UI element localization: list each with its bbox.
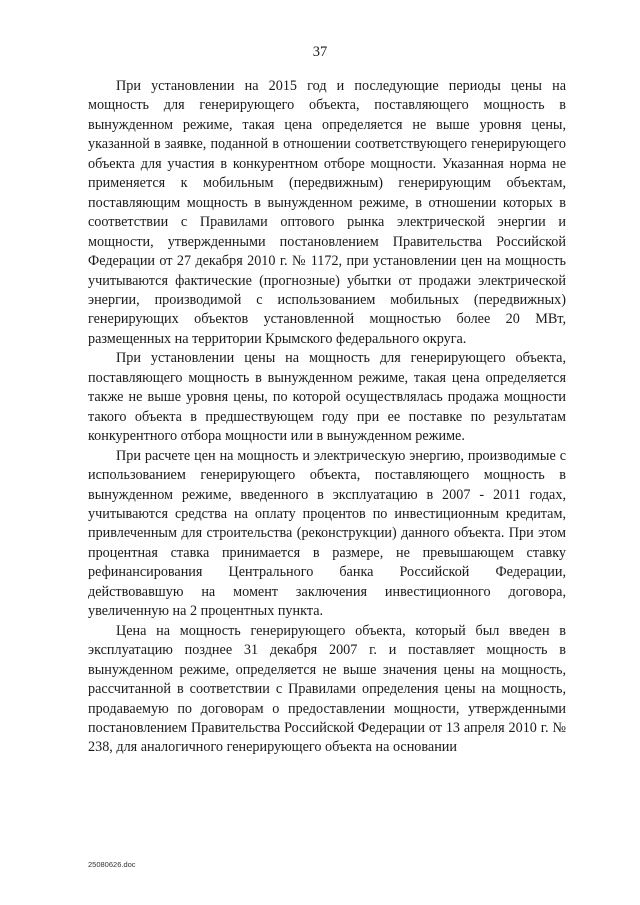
paragraph-1: При установлении на 2015 год и последующие периоды цены на мощность для генерирующего объекта, поставляющего мощность в вынужденном режиме, такая цена определяется не выше уровня цены, указанной в заявке, поданной в отношении соответствующего генерирующего объекта для участия в конкурентном отборе мощности. Указанная норма не применяется к мобильным (передвижным) генерирующим объектам, поставляющим мощность в вынужденном режиме, в отношении которых в соответствии с Правилами оптового рынка электрической энергии и мощности, утвержденными постановлением Правительства Российской Федерации от 27 декабря 2010 г. № 1172, при установлении цен на мощность учитываются фактические (прогнозные) убытки от продажи электрической энергии, производимой с использованием мобильных (передвижных) генерирующих объектов установленной мощностью более 20 МВт, размещенных на территории Крымского федерального округа. — [88, 78, 566, 347]
paragraph-3: При расчете цен на мощность и электрическую энергию, производимые с использованием генерирующего объекта, поставляющего мощность в вынужденном режиме, введенного в эксплуатацию в 2007 - 2011 годах, учитываются средства на оплату процентов по инвестиционным кредитам, привлеченным для строительства (реконструкции) данного объекта. При этом процентная ставка принимается в размере, не превышающем ставку рефинансирования Центрального банка Российской Федерации, действовавшую на момент заключения инвестиционного договора, увеличенную на 2 процентных пункта. — [88, 447, 566, 620]
paragraph-4: Цена на мощность генерирующего объекта, который был введен в эксплуатацию позднее 31 декабря 2007 г. и поставляет мощность в вынужденном режиме, определяется не выше значения цены на мощность, рассчитанной в соответствии с Правилами определения цены на мощность, продаваемую по договорам о предоставлении мощности, утвержденными постановлением Правительства Российской Федерации от 13 апреля 2010 г. № 238, для аналогичного генерирующего объекта на основании — [88, 622, 566, 756]
paragraph-2: При установлении цены на мощность для генерирующего объекта, поставляющего мощность в вынужденном режиме, такая цена определяется также не выше уровня цены, по которой осуществлялась продажа мощности такого объекта в предшествующем году при ее поставке по результатам конкурентного отбора мощности или в вынужденном режиме. — [88, 350, 566, 445]
document-body — [88, 77, 566, 758]
document-file-code: 25080626.doc — [88, 860, 136, 869]
page-number: 37 — [312, 44, 328, 60]
